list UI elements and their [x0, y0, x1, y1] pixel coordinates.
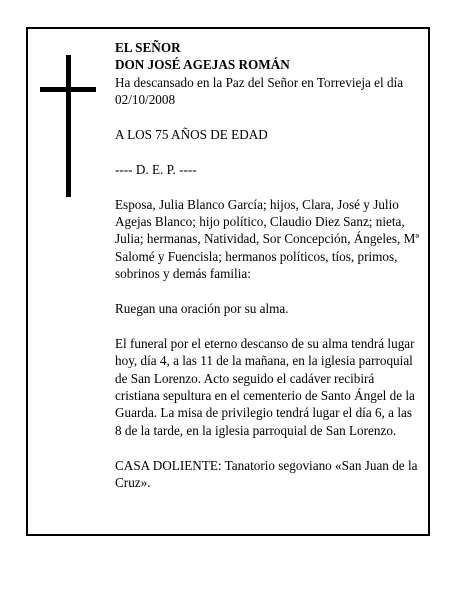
- cross-icon: [40, 55, 96, 197]
- notice-house: CASA DOLIENTE: Tanatorio segoviano «San Juan de la Cruz».: [115, 457, 418, 491]
- cross-vertical-bar: [66, 55, 71, 197]
- notice-title-line1: EL SEÑOR: [115, 40, 181, 55]
- notice-prayer: Ruegan una oración por su alma.: [115, 301, 289, 317]
- notice-body: [115, 39, 421, 491]
- notice-family: Esposa, Julia Blanco García; hijos, Clara, José y Julio Agejas Blanco; hijo político, Claudio Diez Sanz; nieta, Julia; hermanas, Natividad, Sor Concepción, Ángeles, Mª Salomé y Fuencisla; hermanos políticos, tíos, primos, sobrinos y demás familia:: [115, 196, 419, 282]
- notice-age: A LOS 75 AÑOS DE EDAD: [115, 127, 268, 143]
- cross-horizontal-bar: [40, 87, 96, 92]
- notice-rip: ---- D. E. P. ----: [115, 161, 197, 177]
- notice-funeral: El funeral por el eterno descanso de su alma tendrá lugar hoy, día 4, a las 11 de la mañana, en la iglesia parroquial de San Lorenzo. Acto seguido el cadáver recibirá cristiana sepultura en el cementerio de Santo Ángel de la Guarda. La misa de privilegio tendrá lugar el día 6, a las 8 de la tarde, en la iglesia parroquial de San Lorenzo.: [115, 335, 415, 438]
- notice-title-name: DON JOSÉ AGEJAS ROMÁN: [115, 57, 290, 73]
- notice-announcement: Ha descansado en la Paz del Señor en Torrevieja el día 02/10/2008: [115, 74, 404, 108]
